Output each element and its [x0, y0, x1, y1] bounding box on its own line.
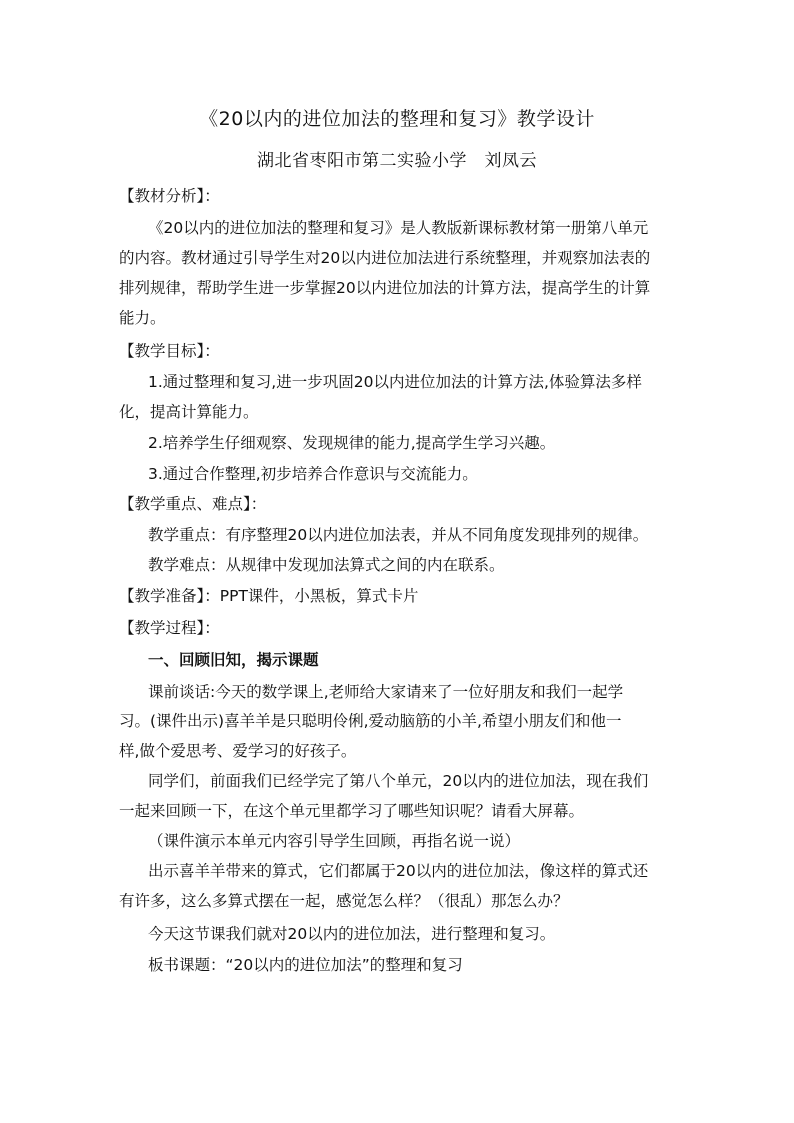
paragraph-line: 有许多，这么多算式摆在一起，感觉怎么样？（很乱）那怎么办？ [119, 892, 569, 910]
paragraph-line: 出示喜羊羊带来的算式，它们都属于20以内的进位加法，像这样的算式还 [148, 862, 649, 880]
section-heading-process: 【教学过程】： [119, 619, 220, 637]
paragraph-line: 样,做个爱思考、爱学习的好孩子。 [119, 742, 357, 760]
paragraph-line: 1.通过整理和复习,进一步巩固20以内进位加法的计算方法,体验算法多样 [148, 373, 642, 391]
document-title: 《20以内的进位加法的整理和复习》教学设计 [199, 108, 595, 130]
paragraph-line: 2.培养学生仔细观察、发现规律的能力,提高学生学习兴趣。 [148, 434, 556, 452]
paragraph-line: （课件演示本单元内容引导学生回顾，再指名说一说） [148, 832, 521, 850]
paragraph-line: 板书课题：“20以内的进位加法”的整理和复习 [148, 956, 463, 974]
paragraph-line: 《20以内的进位加法的整理和复习》是人教版新课标教材第一册第八单元 [148, 219, 649, 237]
paragraph-line: 教学重点：有序整理20以内进位加法表，并从不同角度发现排列的规律。 [148, 526, 649, 544]
section-heading-preparation: 【教学准备】：PPT课件，小黑板，算式卡片 [119, 587, 419, 605]
paragraph-line: 排列规律，帮助学生进一步掌握20以内进位加法的计算方法，提高学生的计算 [119, 279, 651, 297]
paragraph-line: 的内容。教材通过引导学生对20以内进位加法进行系统整理，并观察加法表的 [119, 249, 651, 267]
paragraph-line: 同学们，前面我们已经学完了第八个单元，20以内的进位加法，现在我们 [148, 772, 649, 790]
section-heading-key-points: 【教学重点、难点】： [119, 495, 267, 513]
paragraph-line: 习。(课件出示)喜羊羊是只聪明伶俐,爱动脑筋的小羊,希望小朋友们和他一 [119, 712, 622, 730]
section-heading-teaching-goals: 【教学目标】： [119, 342, 220, 360]
subsection-heading: 一、回顾旧知，揭示课题 [148, 651, 319, 669]
paragraph-line: 课前谈话:今天的数学课上,老师给大家请来了一位好朋友和我们一起学 [148, 683, 624, 701]
paragraph-line: 教学难点：从规律中发现加法算式之间的内在联系。 [148, 556, 505, 574]
paragraph-line: 今天这节课我们就对20以内的进位加法，进行整理和复习。 [148, 925, 556, 943]
paragraph-line: 3.通过合作整理,初步培养合作意识与交流能力。 [148, 465, 478, 483]
paragraph-line: 一起来回顾一下，在这个单元里都学习了哪些知识呢？请看大屏幕。 [119, 802, 585, 820]
paragraph-line: 能力。 [119, 309, 166, 327]
paragraph-line: 化，提高计算能力。 [119, 403, 259, 421]
section-heading-material-analysis: 【教材分析】： [119, 187, 220, 205]
author-line: 湖北省枣阳市第二实验小学 刘凤云 [257, 151, 537, 171]
